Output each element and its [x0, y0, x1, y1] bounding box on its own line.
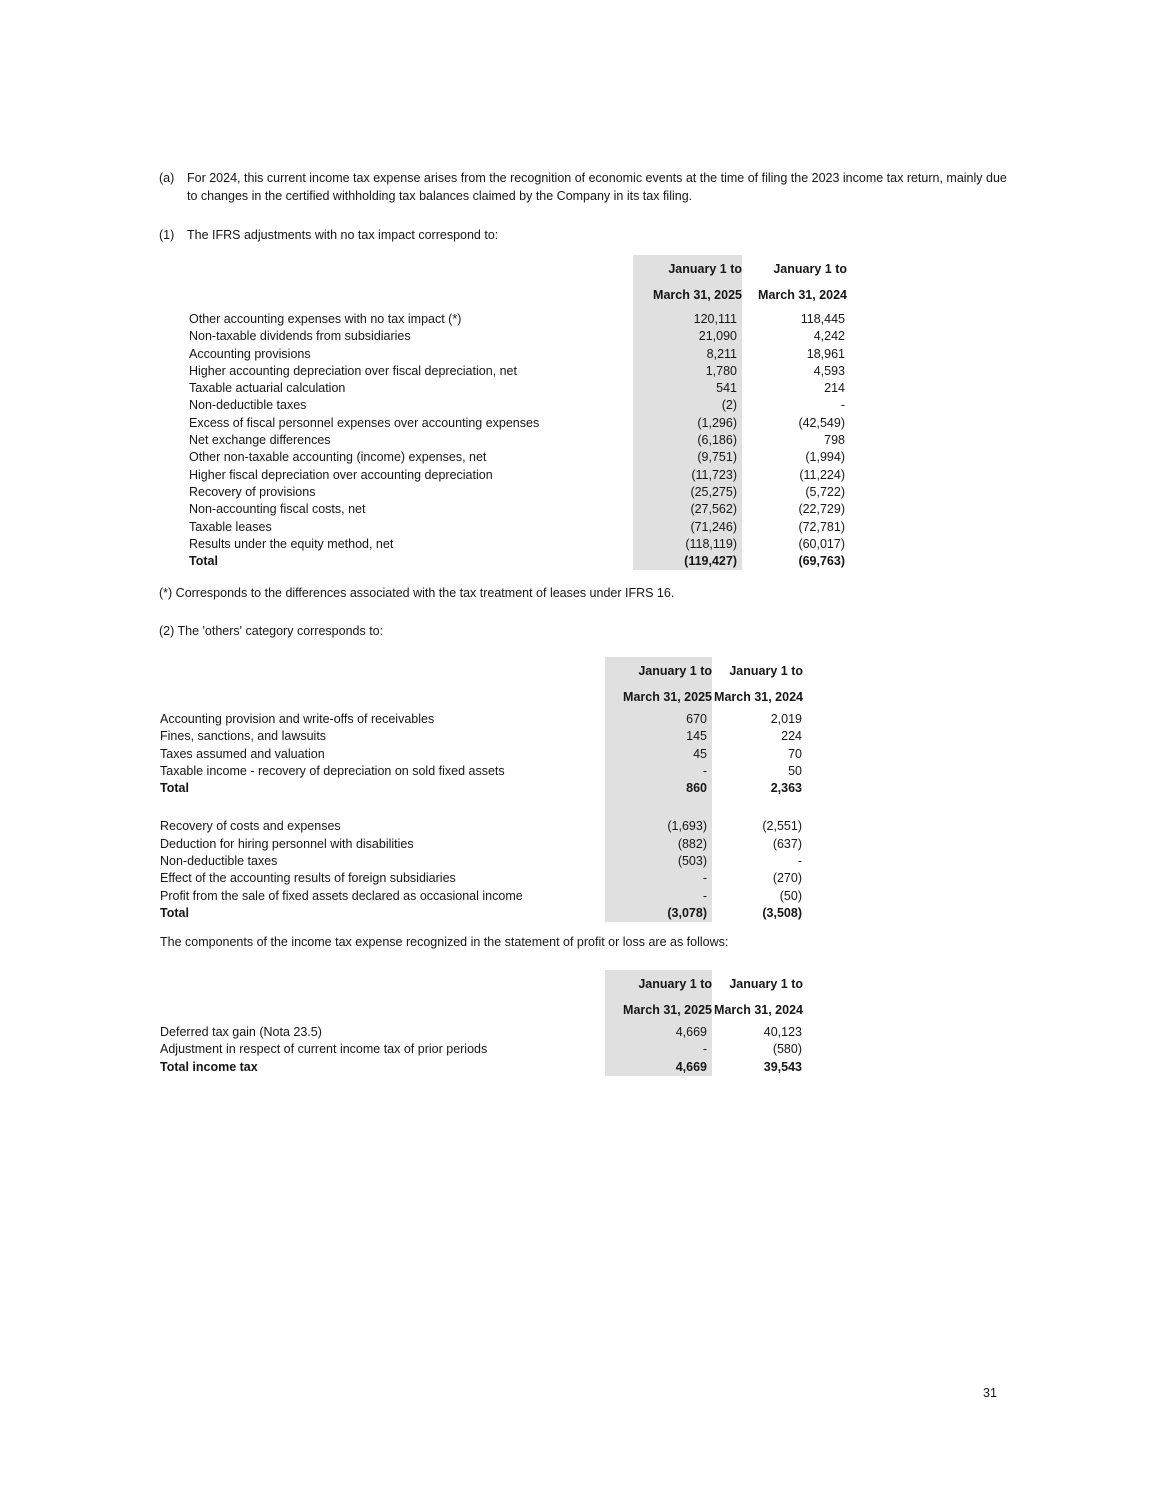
row-value-2025: (3,078): [605, 905, 712, 922]
row-value-2024: -: [840, 398, 845, 413]
row-label: Recovery of costs and expenses: [160, 819, 341, 834]
row-value-2025: 670: [605, 711, 712, 728]
col-header-2024: [712, 970, 803, 1024]
row-value-2024: (22,729): [798, 502, 845, 517]
table-row: [160, 836, 803, 853]
row-value-2024: 40,123: [763, 1025, 802, 1039]
row-value-2024: 224: [781, 729, 802, 744]
table-row: [160, 905, 803, 922]
table-row: [189, 484, 847, 501]
col-header-2024: [712, 657, 803, 711]
page-number: 31: [983, 1386, 997, 1400]
row-value-2025: (6,186): [633, 432, 742, 449]
row-value-2025: 541: [633, 380, 742, 397]
row-value-2024: (69,763): [798, 554, 845, 569]
row-value-2025: (71,246): [633, 519, 742, 536]
row-value-2025: (882): [605, 836, 712, 853]
table-row: [189, 380, 847, 397]
col-header-2024-line2: March 31, 2024: [758, 288, 847, 302]
row-label: [160, 797, 605, 818]
table-body: [160, 711, 803, 922]
row-value-2025: -: [605, 888, 712, 905]
row-value-2025: 120,111: [633, 311, 742, 328]
row-label: Accounting provisions: [189, 346, 311, 361]
row-label: Higher fiscal depreciation over accounting depreciation: [189, 467, 493, 482]
row-value-2024: 18,961: [806, 346, 845, 361]
row-value-2025: 21,090: [633, 328, 742, 345]
row-value-2024: 39,543: [763, 1059, 802, 1074]
table-row: [160, 728, 803, 745]
ifrs-adjustments-table: [189, 255, 847, 570]
row-value-2024: 50: [788, 763, 802, 778]
row-value-2024: 4,242: [813, 329, 845, 344]
row-value-2025: (1,296): [633, 415, 742, 432]
row-value-2024: (580): [772, 1042, 802, 1057]
row-value-2024: (5,722): [805, 484, 845, 499]
col-header-2024-line1: January 1 to: [773, 262, 847, 276]
row-label: Accounting provision and write-offs of receivables: [160, 712, 435, 726]
table-row: [160, 1041, 803, 1058]
row-label: Total: [160, 781, 189, 796]
row-label: Non-deductible taxes: [160, 854, 278, 869]
row-label: Excess of fiscal personnel expenses over accounting expenses: [189, 415, 540, 430]
row-value-2025: 4,669: [605, 1024, 712, 1041]
table-header: [160, 657, 803, 711]
row-value-2024: (42,549): [798, 415, 845, 430]
row-label: Adjustment in respect of current income tax of prior periods: [160, 1042, 488, 1057]
row-value-2024: (72,781): [798, 519, 845, 534]
row-label: Effect of the accounting results of foreign subsidiaries: [160, 871, 456, 886]
header-spacer: [160, 970, 605, 1024]
row-label: Higher accounting depreciation over fiscal depreciation, net: [189, 363, 517, 378]
row-label: Other accounting expenses with no tax impact (*): [189, 312, 462, 326]
table-header: [189, 255, 847, 311]
col-header-2025: [633, 255, 742, 311]
row-value-2025: 145: [605, 728, 712, 745]
paragraph-1-marker: (1): [159, 228, 175, 242]
row-label: Total: [160, 905, 189, 920]
row-value-2024: (1,994): [805, 450, 845, 465]
row-value-2025: (119,427): [633, 553, 742, 570]
table-row: [160, 870, 803, 887]
paragraph-1-text: The IFRS adjustments with no tax impact correspond to:: [187, 228, 499, 242]
paragraph-a-marker: (a): [159, 171, 175, 185]
col-header-2025-line2: March 31, 2025: [653, 288, 742, 302]
row-label: Non-taxable dividends from subsidiaries: [189, 329, 411, 344]
row-label: Fines, sanctions, and lawsuits: [160, 729, 327, 744]
row-value-2025: -: [605, 870, 712, 887]
row-value-2025: 45: [605, 746, 712, 763]
others-category-table: [160, 657, 803, 922]
row-value-2024: (637): [772, 836, 802, 851]
table-row: [189, 501, 847, 518]
col-header-2025-line2: March 31, 2025: [623, 690, 712, 704]
row-label: Deferred tax gain (Nota 23.5): [160, 1025, 322, 1039]
row-value-2025: [605, 797, 712, 818]
row-value-2024: (11,224): [799, 467, 845, 482]
col-header-2025-line1: January 1 to: [668, 262, 742, 276]
row-value-2025: (27,562): [633, 501, 742, 518]
paragraph-2: (2) The 'others' category corresponds to:: [159, 624, 384, 638]
table-row: [189, 536, 847, 553]
table-row: [189, 363, 847, 380]
table-row: [189, 467, 847, 484]
paragraph-a-text: For 2024, this current income tax expense arises from the recognition of economic events at the time of filing the 2023 income tax return, mainly due to changes in the certified withholding tax balances claimed by the Company in its tax filing.: [187, 171, 1007, 203]
table-body: [189, 311, 847, 570]
table-row: [189, 328, 847, 345]
row-value-2025: (9,751): [633, 449, 742, 466]
row-value-2024: 214: [824, 381, 845, 396]
table-row: [160, 1024, 803, 1041]
row-label: Net exchange differences: [189, 433, 331, 448]
row-value-2024: [712, 797, 803, 818]
col-header-2025-line1: January 1 to: [638, 977, 712, 991]
table-row: [189, 449, 847, 466]
row-value-2024: (50): [779, 888, 802, 903]
col-header-2024-line1: January 1 to: [729, 977, 803, 991]
row-label: Non-deductible taxes: [189, 398, 307, 413]
row-label: Results under the equity method, net: [189, 536, 394, 551]
footnote-star: (*) Corresponds to the differences associated with the tax treatment of leases under IFRS 16.: [159, 586, 675, 600]
row-label: Taxable income - recovery of depreciation on sold fixed assets: [160, 763, 505, 778]
table-row: [160, 780, 803, 797]
row-label: Other non-taxable accounting (income) expenses, net: [189, 450, 487, 465]
row-value-2025: 4,669: [605, 1059, 712, 1076]
row-label: Recovery of provisions: [189, 484, 316, 499]
row-value-2025: (118,119): [633, 536, 742, 553]
row-label: Deduction for hiring personnel with disabilities: [160, 836, 414, 851]
table-row: [160, 711, 803, 728]
row-label: Taxes assumed and valuation: [160, 746, 325, 761]
table-row: [160, 746, 803, 763]
row-value-2024: 118,445: [800, 312, 845, 326]
row-label: Taxable actuarial calculation: [189, 381, 346, 396]
table-row: [189, 519, 847, 536]
table-body: [160, 1024, 803, 1076]
table-row: [160, 763, 803, 780]
row-value-2024: 2,019: [770, 712, 802, 726]
row-value-2024: 798: [824, 433, 845, 448]
row-value-2024: -: [797, 854, 802, 869]
row-label: Total: [189, 554, 218, 569]
table-header: [160, 970, 803, 1024]
table-row: [189, 311, 847, 328]
table-row: [189, 553, 847, 570]
row-value-2025: 1,780: [633, 363, 742, 380]
row-label: Non-accounting fiscal costs, net: [189, 502, 366, 517]
row-label: Profit from the sale of fixed assets declared as occasional income: [160, 888, 523, 903]
table-row: [189, 397, 847, 414]
row-value-2024: 70: [788, 746, 802, 761]
row-label: Total income tax: [160, 1059, 258, 1074]
table-row: [189, 346, 847, 363]
table-row: [189, 415, 847, 432]
row-value-2025: 860: [605, 780, 712, 797]
col-header-2024: [742, 255, 847, 311]
col-header-2025: [605, 970, 712, 1024]
table-row: [160, 797, 803, 818]
row-value-2025: -: [605, 763, 712, 780]
col-header-2025: [605, 657, 712, 711]
col-header-2024-line2: March 31, 2024: [714, 1003, 803, 1017]
row-value-2024: 4,593: [813, 363, 845, 378]
header-spacer: [189, 255, 633, 311]
table-row: [160, 1059, 803, 1076]
row-value-2025: (2): [633, 397, 742, 414]
row-value-2025: 8,211: [633, 346, 742, 363]
row-value-2024: (3,508): [762, 905, 802, 920]
col-header-2024-line2: March 31, 2024: [714, 690, 803, 704]
row-value-2025: (503): [605, 853, 712, 870]
col-header-2025-line2: March 31, 2025: [623, 1003, 712, 1017]
table-row: [160, 818, 803, 835]
table-row: [189, 432, 847, 449]
header-spacer: [160, 657, 605, 711]
row-value-2025: (25,275): [633, 484, 742, 501]
row-value-2025: -: [605, 1041, 712, 1058]
col-header-2024-line1: January 1 to: [729, 664, 803, 678]
row-value-2025: (11,723): [633, 467, 742, 484]
paragraph-a: [159, 170, 1008, 205]
row-value-2024: 2,363: [770, 781, 802, 796]
col-header-2025-line1: January 1 to: [638, 664, 712, 678]
paragraph-components: The components of the income tax expense recognized in the statement of profit or loss are as follows:: [160, 935, 729, 949]
table-row: [160, 853, 803, 870]
row-value-2024: (270): [772, 871, 802, 886]
row-label: Taxable leases: [189, 519, 272, 534]
table-row: [160, 888, 803, 905]
income-tax-components-table: [160, 970, 803, 1076]
row-value-2024: (60,017): [798, 536, 845, 551]
row-value-2025: (1,693): [605, 818, 712, 835]
paragraph-1: [159, 227, 1008, 245]
row-value-2024: (2,551): [762, 819, 802, 834]
